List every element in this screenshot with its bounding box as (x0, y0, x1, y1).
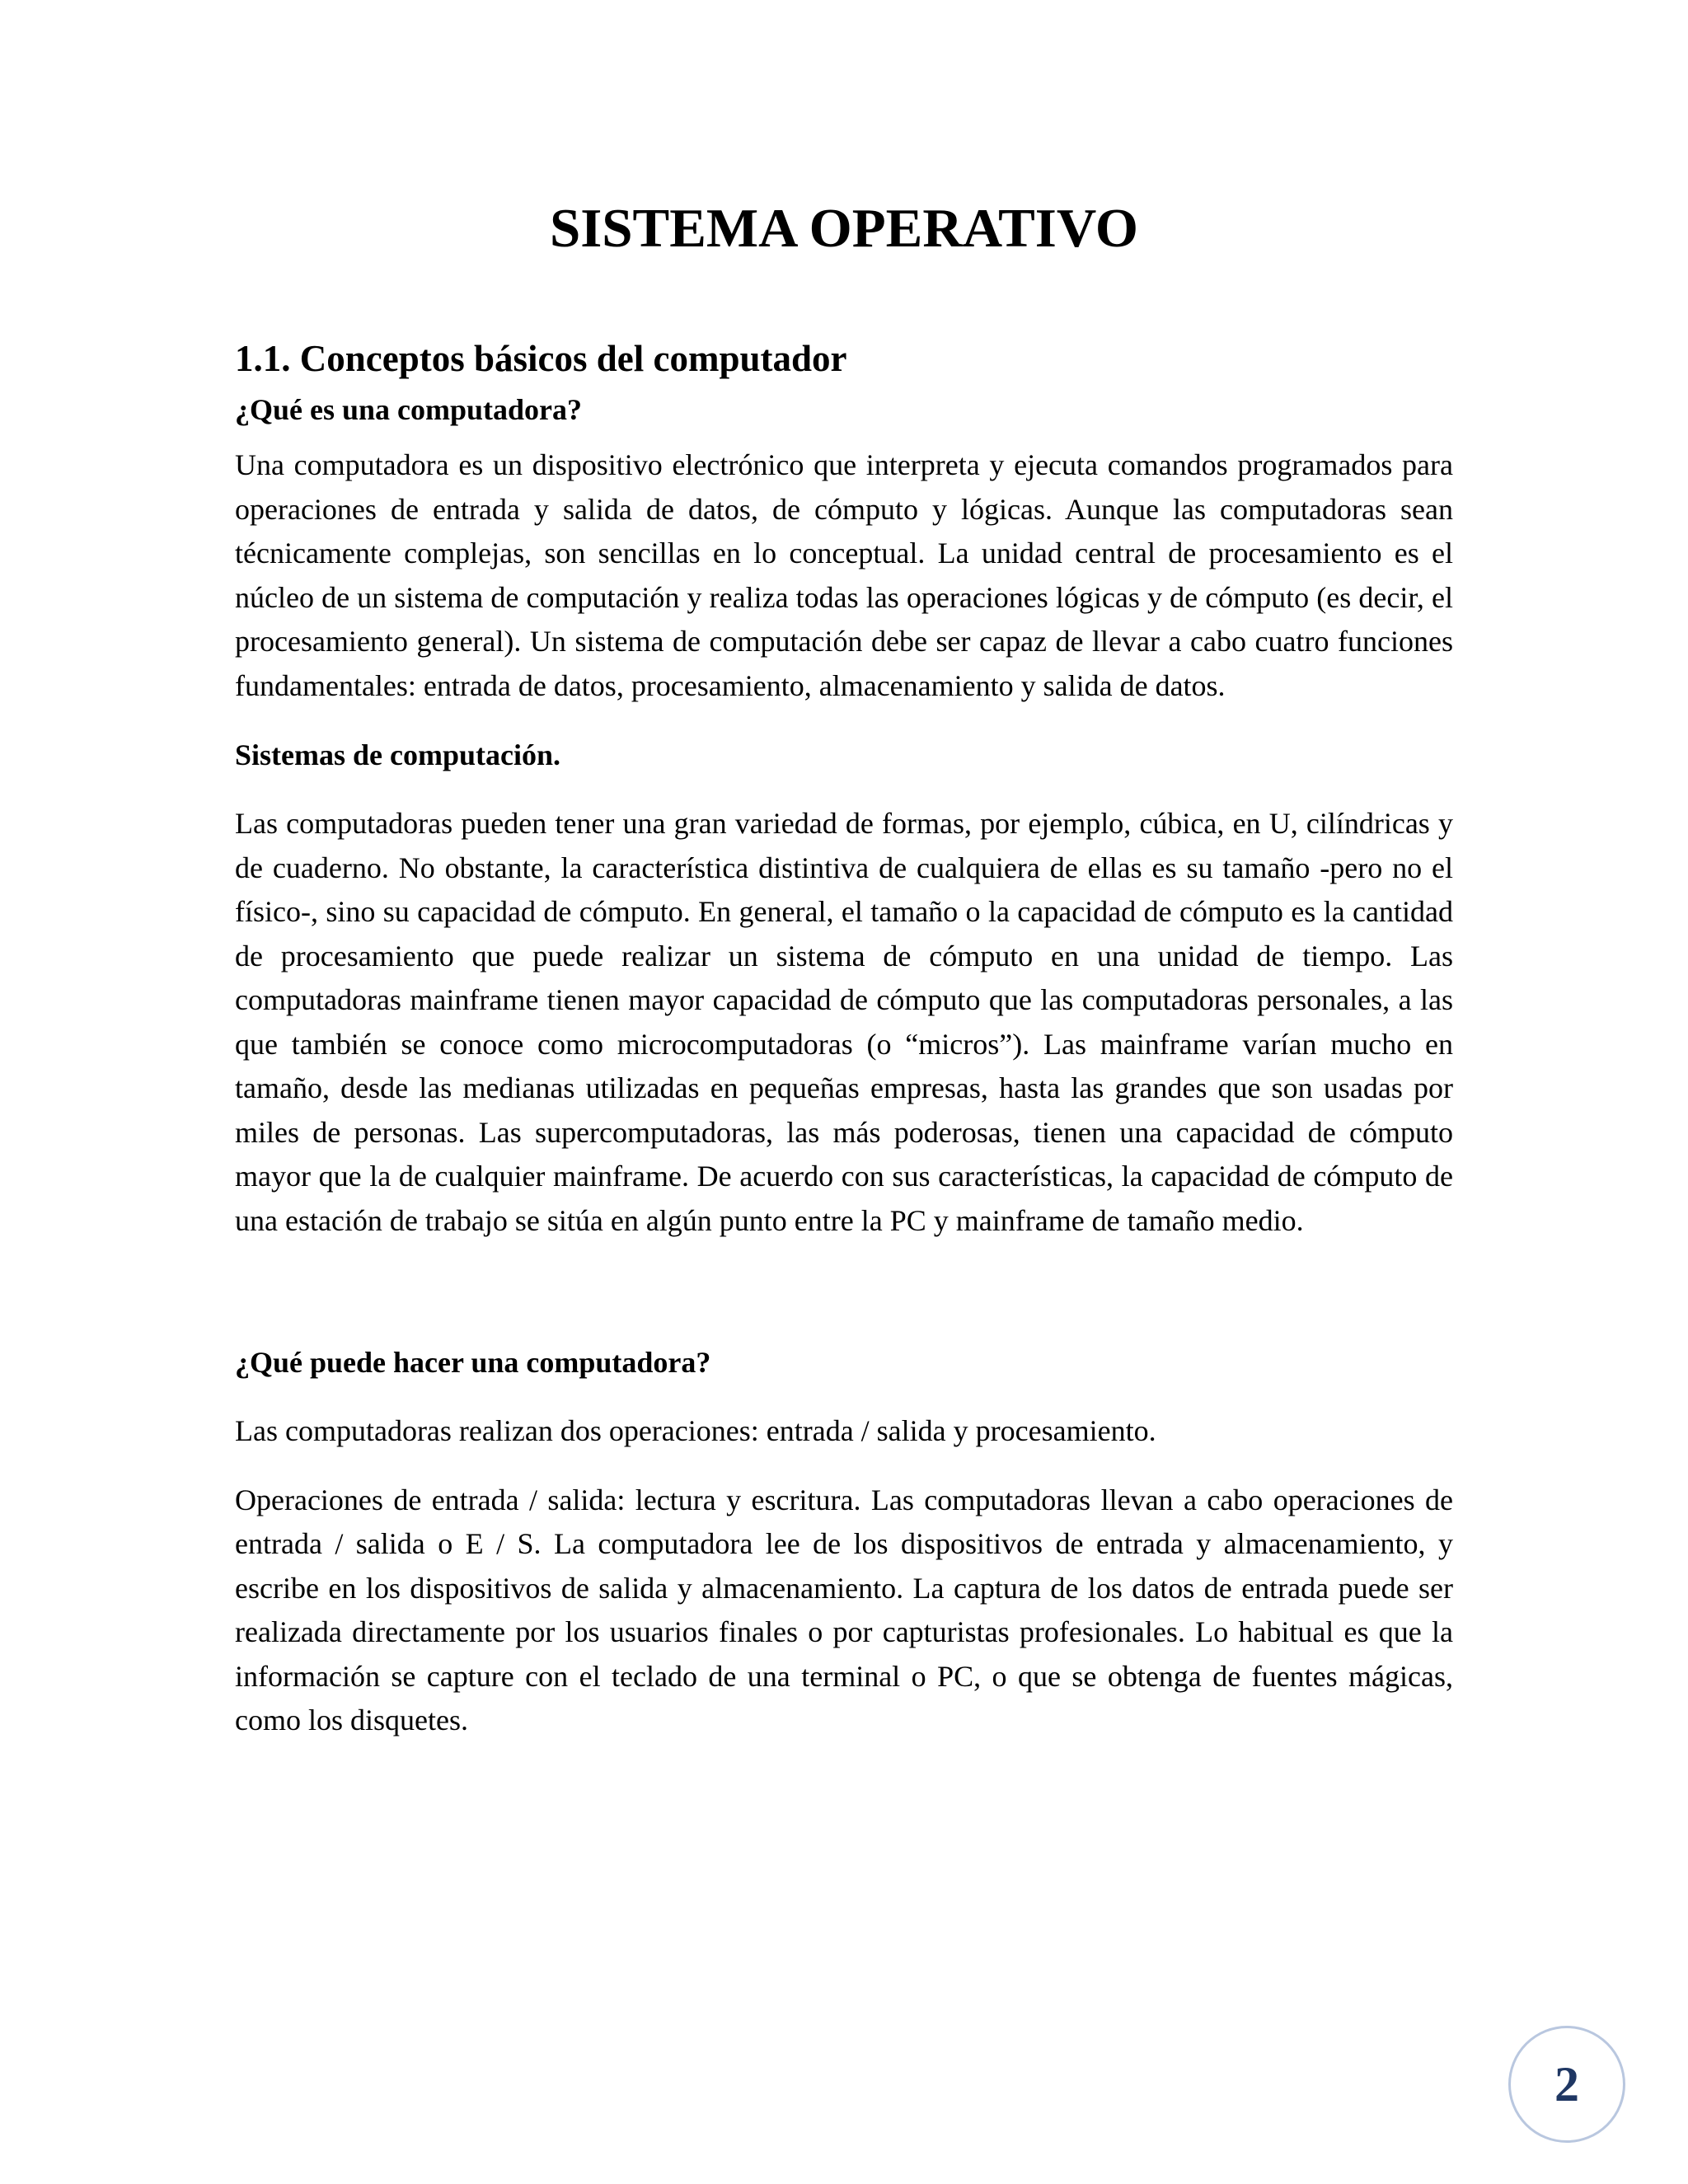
subheading-what-can-computer-do: ¿Qué puede hacer una computadora? (235, 1346, 711, 1379)
document-body (235, 330, 1453, 1743)
subheading-computing-systems: Sistemas de computación. (235, 738, 560, 771)
page-number-badge (1508, 2026, 1625, 2143)
subheading-what-is-computer: ¿Qué es una computadora? (235, 393, 583, 426)
paragraph-what-is-computer: Una computadora es un dispositivo electrónico que interpreta y ejecuta comandos programados para operaciones de entrada y salida de datos, de cómputo y lógicas. Aunque las computadoras sean técnicamente complejas, son sencillas en lo conceptual. La unidad central de procesamiento es el núcleo de un sistema de computación y realiza todas las operaciones lógicas y de cómputo (es decir, el procesamiento general). Un sistema de computación debe ser capaz de llevar a cabo cuatro funciones fundamentales: entrada de datos, procesamiento, almacenamiento y salida de datos. (235, 448, 1453, 702)
section-heading: 1.1. Conceptos básicos del computador (235, 338, 847, 379)
paragraph-io-operations: Operaciones de entrada / salida: lectura y escritura. Las computadoras llevan a cabo operaciones de entrada / salida o E / S. La computadora lee de los dispositivos de entrada y almacenamiento, y escribe en los dispositivos de salida y almacenamiento. La captura de los datos de entrada puede ser realizada directamente por los usuarios finales o por capturistas profesionales. Lo habitual es que la información se capture con el teclado de una terminal o PC, o que se obtenga de fuentes mágicas, como los disquetes. (235, 1483, 1453, 1736)
paragraph-computing-systems: Las computadoras pueden tener una gran variedad de formas, por ejemplo, cúbica, en U, cilíndricas y de cuaderno. No obstante, la característica distintiva de cualquiera de ellas es su tamaño -pero no el físico-, sino su capacidad de cómputo. En general, el tamaño o la capacidad de cómputo es la cantidad de procesamiento que puede realizar un sistema de cómputo en una unidad de tiempo. Las computadoras mainframe tienen mayor capacidad de cómputo que las computadoras personales, a las que también se conoce como microcomputadoras (o “micros”). Las mainframe varían mucho en tamaño, desde las medianas utilizadas en pequeñas empresas, hasta las grandes que son usadas por miles de personas. Las supercomputadoras, las más poderosas, tienen una capacidad de cómputo mayor que la de cualquier mainframe. De acuerdo con sus características, la capacidad de cómputo de una estación de trabajo se sitúa en algún punto entre la PC y mainframe de tamaño medio. (235, 807, 1453, 1237)
page-title: SISTEMA OPERATIVO (549, 198, 1139, 259)
paragraph-two-operations: Las computadoras realizan dos operaciones: entrada / salida y procesamiento. (235, 1414, 1156, 1447)
page-number: 2 (1554, 2056, 1579, 2111)
